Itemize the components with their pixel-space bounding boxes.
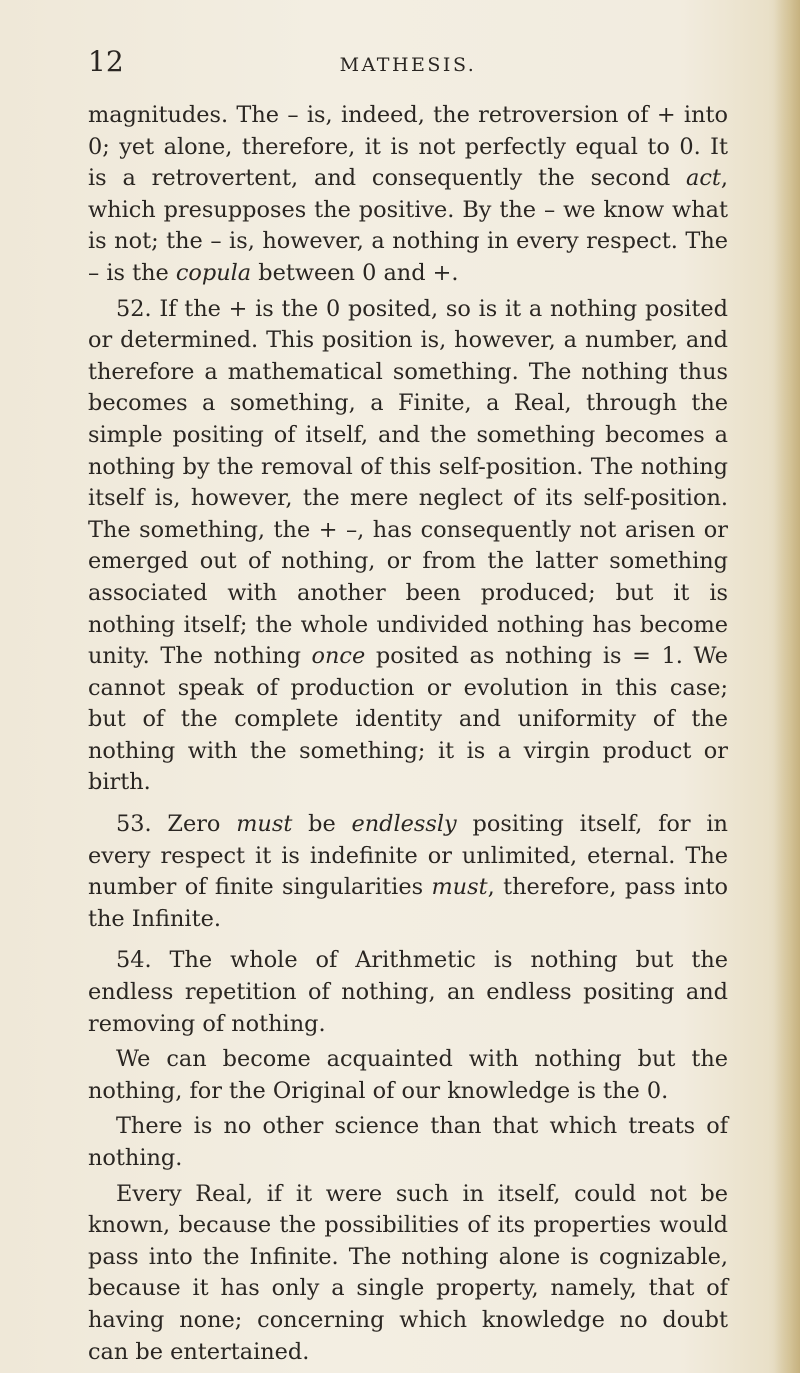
paragraph-53: 53. Zero must be endlessly positing itself, for in every respect it is indefinite or unlimited, eternal. The number of finite singularities must, therefore, pass into the Infinite. bbox=[88, 811, 728, 932]
running-title: MATHESIS. bbox=[339, 54, 477, 76]
page-number: 12 bbox=[88, 45, 124, 78]
italic-term: endlessly bbox=[351, 811, 457, 838]
italic-term: must bbox=[431, 874, 488, 901]
page-header bbox=[88, 40, 728, 84]
italic-term: once bbox=[311, 643, 366, 670]
paragraph-science: There is no other science than that which treats of nothing. bbox=[88, 1113, 728, 1171]
paragraph-54: 54. The whole of Arithmetic is nothing but the endless repetition of nothing, an endless positing and removing of nothing. bbox=[88, 947, 728, 1037]
paragraph-52: 52. If the + is the 0 posited, so is it a nothing posited or determined. This position is, however, a number, and therefore a mathematical something. The nothing thus becomes a something, a Finite, a Real, through the simple positing of itself, and the something becomes a nothing by the removal of this self-position. The nothing itself is, however, the mere neglect of its self-position. The something, the + –, has consequently not arisen or emerged out of nothing, or from the latter something associated with another been produced; but it is nothing itself; the whole undivided nothing has become unity. The nothing once posited as nothing is = 1. We cannot speak of production or evolution in this case; but of the complete identity and uniformity of the nothing with the something; it is a virgin product or birth. bbox=[88, 295, 728, 796]
paragraph-continued: magnitudes. The – is, indeed, the retroversion of + into 0; yet alone, therefore, it is not perfectly equal to 0. It is a retrovertent, and consequently the second act, which presupposes the positive. By the – we know what is not; the – is, however, a nothing in every respect. The – is the copula between 0 and +. bbox=[88, 102, 728, 286]
paragraph-every-real: Every Real, if it were such in itself, could not be known, because the possibilities of its properties would pass into the Infinite. The nothing alone is cognizable, because it has only a single property, namely, that of having none; concerning which knowledge no doubt can be entertained. bbox=[88, 1180, 728, 1365]
paragraph-knowledge: We can become acquainted with nothing but the nothing, for the Original of our knowledge is the 0. bbox=[88, 1046, 728, 1104]
page-edge-shadow bbox=[774, 0, 800, 1373]
italic-term: act bbox=[685, 165, 721, 192]
body-text bbox=[88, 100, 728, 1372]
italic-term: must bbox=[236, 811, 293, 838]
italic-term: copula bbox=[175, 259, 252, 286]
